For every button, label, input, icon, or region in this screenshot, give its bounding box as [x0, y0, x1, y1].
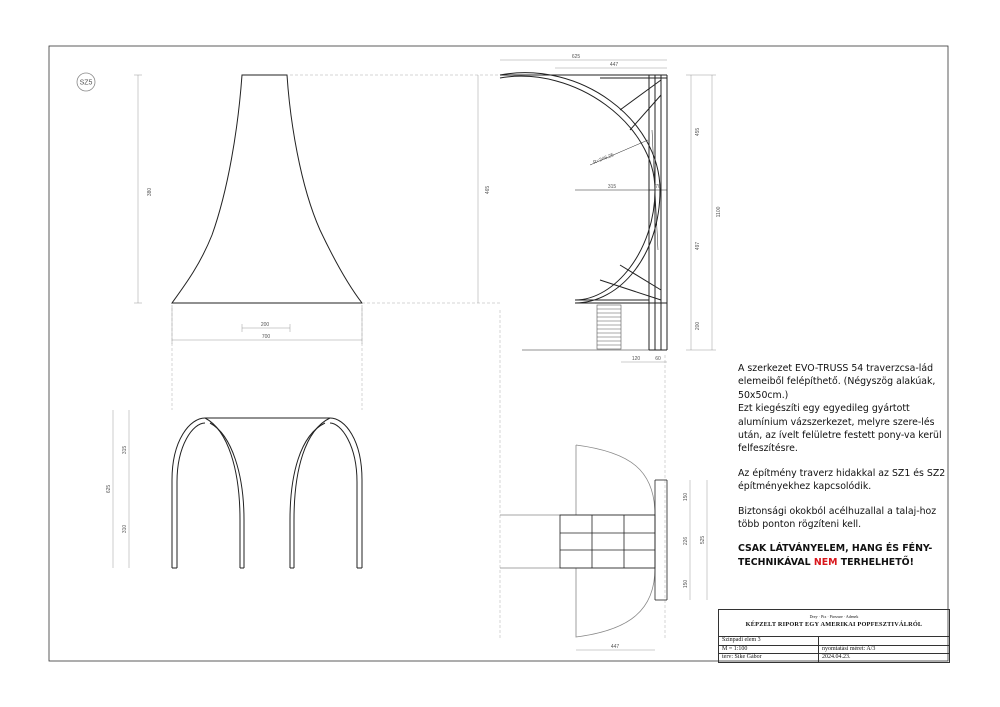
projection-lines	[172, 75, 665, 640]
dim-plan-side-top: 315	[122, 445, 128, 455]
side-view	[500, 73, 667, 350]
dim-right-seg2: 497	[695, 241, 701, 251]
dim-plan-right-mid: 226	[683, 536, 689, 546]
title-block-row-designer	[719, 654, 949, 662]
dim-top-width-small: 200	[260, 322, 270, 328]
plan-view-left-dimensions	[113, 410, 129, 568]
print-size: nyomtatási méret: A/3	[822, 645, 876, 652]
notes-block	[738, 362, 953, 580]
dim-top-width-total: 700	[261, 334, 271, 340]
scale: M = 1:100	[719, 646, 819, 654]
warning-text: CSAK LÁTVÁNYELEM, HANG ÉS FÉNY-TECHNIKÁVAL NEM TERHELHETŐ!	[738, 543, 933, 568]
dim-bottom-w2: 60	[655, 356, 661, 362]
dim-right-seg3: 200	[695, 321, 701, 331]
title-block	[718, 609, 950, 663]
title-block-row-scale	[719, 646, 949, 655]
warning-red-word: NEM	[813, 556, 838, 568]
plan-view-left	[172, 418, 362, 568]
element-name: Színpadi elem 3	[719, 637, 819, 645]
dim-right-seg1: 455	[695, 127, 701, 137]
dim-right-offset: 70	[655, 184, 661, 190]
side-view-stairs	[522, 305, 667, 350]
dim-plan-right-bottom: 150	[683, 579, 689, 589]
badge-label: SZ5	[79, 79, 93, 87]
dim-top-total: 625	[571, 54, 581, 60]
note-safety: Biztonsági okokból acélhuzallal a talaj-hoz több ponton rögzíteni kell.	[738, 505, 937, 531]
plan-view-right	[500, 445, 667, 637]
title-block-row-element	[719, 637, 949, 646]
dim-radius: R=246.25	[592, 152, 615, 166]
note-structure: A szerkezet EVO-TRUSS 54 traverzcsa-lád elemeiből felépíthető. (Négyszög alakúak, 50x50cm.)	[738, 363, 936, 401]
title-block-title: KÉPZELT RIPORT EGY AMERIKAI POPFESZTIVÁLRÓL	[745, 621, 923, 628]
note-connection: Az építmény traverz hidakkal az SZ1 és SZ2 építményekhez kapcsolódik.	[738, 467, 946, 493]
dim-top-inner: 447	[609, 62, 619, 68]
dim-right-total: 1100	[716, 206, 722, 218]
plan-view-right-dimensions	[576, 480, 707, 650]
sheet-badge	[77, 73, 95, 91]
dim-left-height: 380	[147, 187, 153, 197]
dim-plan-right-top: 150	[683, 492, 689, 502]
date: 2024.04.23.	[822, 654, 851, 660]
dim-plan-right-total: 525	[700, 535, 706, 545]
dim-inner-span: 315	[607, 184, 617, 190]
title-block-header	[719, 614, 949, 637]
dim-plan-side-total: 625	[106, 484, 112, 494]
note-frame: Ezt kiegészíti egy egyedileg gyártott alumínium vázszerkezet, melyre szere-lés után, az ívelt felületre festett pony-va kerül felfeszítésre.	[738, 403, 942, 455]
dim-mid-height: 465	[485, 185, 491, 195]
dim-plan-bottom: 447	[610, 644, 620, 650]
dim-bottom-w1: 120	[631, 356, 641, 362]
front-view	[172, 75, 362, 303]
front-view-dimensions	[134, 75, 362, 344]
designer: terv: Síke Gábor	[719, 654, 819, 662]
dim-plan-side-bottom: 310	[122, 524, 128, 534]
title-block-credits: Drey · Pix · Pirezare · Adenek	[809, 614, 859, 619]
